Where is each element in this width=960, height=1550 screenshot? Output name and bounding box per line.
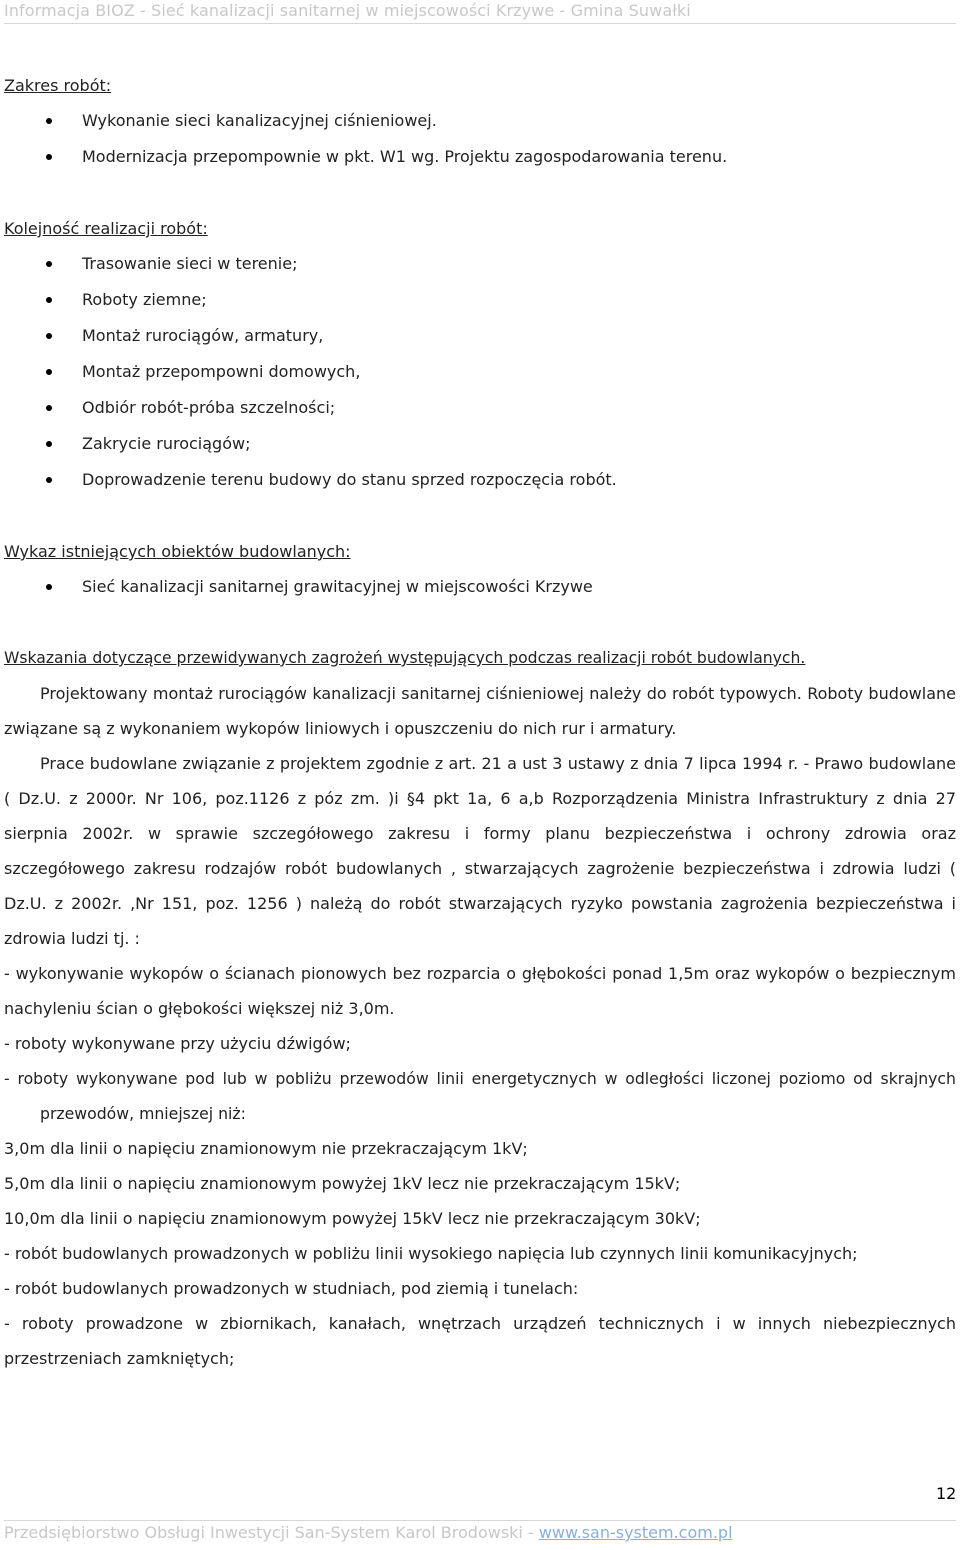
order-list: [4, 246, 956, 498]
existing-list: [4, 569, 956, 605]
hazards-heading: Wskazania dotyczące przewidywanych zagrożeń występujących podczas realizacji robót budowlanych.: [4, 649, 806, 667]
distance-item: 3,0m dla linii o napięciu znamionowym nie przekraczającym 1kV;: [4, 1139, 528, 1158]
list-item: Modernizacja przepompownie w pkt. W1 wg. Projektu zagospodarowania terenu.: [4, 139, 956, 175]
footer-website-link[interactable]: www.san-system.com.pl: [538, 1523, 733, 1542]
bullet-icon: [46, 405, 52, 411]
bullet-icon: [46, 441, 52, 447]
hazard-list-item: - robót budowlanych prowadzonych w pobliżu linii wysokiego napięcia lub czynnych linii komunikacyjnych;: [4, 1244, 858, 1263]
header-divider: [4, 23, 956, 24]
list-item: Roboty ziemne;: [4, 282, 956, 318]
scope-list: [4, 103, 956, 175]
list-item: Wykonanie sieci kanalizacyjnej ciśnieniowej.: [4, 103, 956, 139]
footer-divider: [4, 1520, 956, 1521]
bullet-icon: [46, 118, 52, 124]
hazard-list-item: - roboty wykonywane pod lub w pobliżu przewodów linii energetycznych w odległości liczonej poziomo od skrajnych przewodów, mniejszej niż:: [4, 1069, 956, 1123]
list-item: Sieć kanalizacji sanitarnej grawitacyjnej w miejscowości Krzywe: [4, 569, 956, 605]
hazard-list-item: - wykonywanie wykopów o ścianach pionowych bez rozparcia o głębokości ponad 1,5m oraz wykopów o bezpiecznym nachyleniu ścian o głębokości większej niż 3,0m.: [4, 964, 956, 1018]
bullet-icon: [46, 477, 52, 483]
hazards-paragraph-2: Prace budowlane związanie z projektem zgodnie z art. 21 a ust 3 ustawy z dnia 7 lipca 1994 r. - Prawo budowlane ( Dz.U. z 2000r. Nr 106, poz.1126 z póz zm. )i §4 pkt 1a, 6 a,b Rozporządzenia Ministra Infrastruktury z dnia 27 sierpnia 2002r. w sprawie szczegółowego zakresu i formy planu bezpieczeństwa i ochrony zdrowia oraz szczegółowego zakresu rodzajów robót budowlanych , stwarzających zagrożenie bezpieczeństwa i zdrowia ludzi ( Dz.U. z 2002r. ,Nr 151, poz. 1256 ) należą do robót stwarzających ryzyko powstania zagrożenia bezpieczeństwa i zdrowia ludzi tj. :: [4, 754, 956, 948]
bullet-icon: [46, 333, 52, 339]
page-number: 12: [936, 1484, 957, 1503]
list-item: Doprowadzenie terenu budowy do stanu sprzed rozpoczęcia robót.: [4, 462, 956, 498]
bullet-icon: [46, 154, 52, 160]
existing-heading: Wykaz istniejących obiektów budowlanych:: [4, 542, 351, 561]
list-item: Montaż rurociągów, armatury,: [4, 318, 956, 354]
bullet-icon: [46, 369, 52, 375]
hazards-paragraph-1: Projektowany montaż rurociągów kanalizacji sanitarnej ciśnieniowej należy do robót typowych. Roboty budowlane związane są z wykonaniem wykopów liniowych i opuszczeniu do nich rur i armatury.: [4, 684, 956, 738]
hazard-list-item: - roboty wykonywane przy użyciu dźwigów;: [4, 1034, 351, 1053]
order-heading: Kolejność realizacji robót:: [4, 219, 208, 238]
footer-company: Przedsiębiorstwo Obsługi Inwestycji San-System Karol Brodowski -: [4, 1523, 539, 1542]
page-header: Informacja BIOZ - Sieć kanalizacji sanitarnej w miejscowości Krzywe - Gmina Suwałki: [4, 1, 691, 20]
distance-item: 10,0m dla linii o napięciu znamionowym powyżej 15kV lecz nie przekraczającym 30kV;: [4, 1209, 701, 1228]
list-item: Odbiór robót-próba szczelności;: [4, 390, 956, 426]
page-footer: [4, 1523, 733, 1542]
scope-heading: Zakres robót:: [4, 76, 112, 95]
list-item: Trasowanie sieci w terenie;: [4, 246, 956, 282]
document-body: [4, 68, 956, 1376]
bullet-icon: [46, 297, 52, 303]
bullet-icon: [46, 584, 52, 590]
list-item: Montaż przepompowni domowych,: [4, 354, 956, 390]
list-item: Zakrycie rurociągów;: [4, 426, 956, 462]
distance-item: 5,0m dla linii o napięciu znamionowym powyżej 1kV lecz nie przekraczającym 15kV;: [4, 1174, 681, 1193]
hazard-list-item: - robót budowlanych prowadzonych w studniach, pod ziemią i tunelach:: [4, 1279, 579, 1298]
hazard-list-item: - roboty prowadzone w zbiornikach, kanałach, wnętrzach urządzeń technicznych i w innych niebezpiecznych przestrzeniach zamkniętych;: [4, 1314, 956, 1368]
bullet-icon: [46, 261, 52, 267]
